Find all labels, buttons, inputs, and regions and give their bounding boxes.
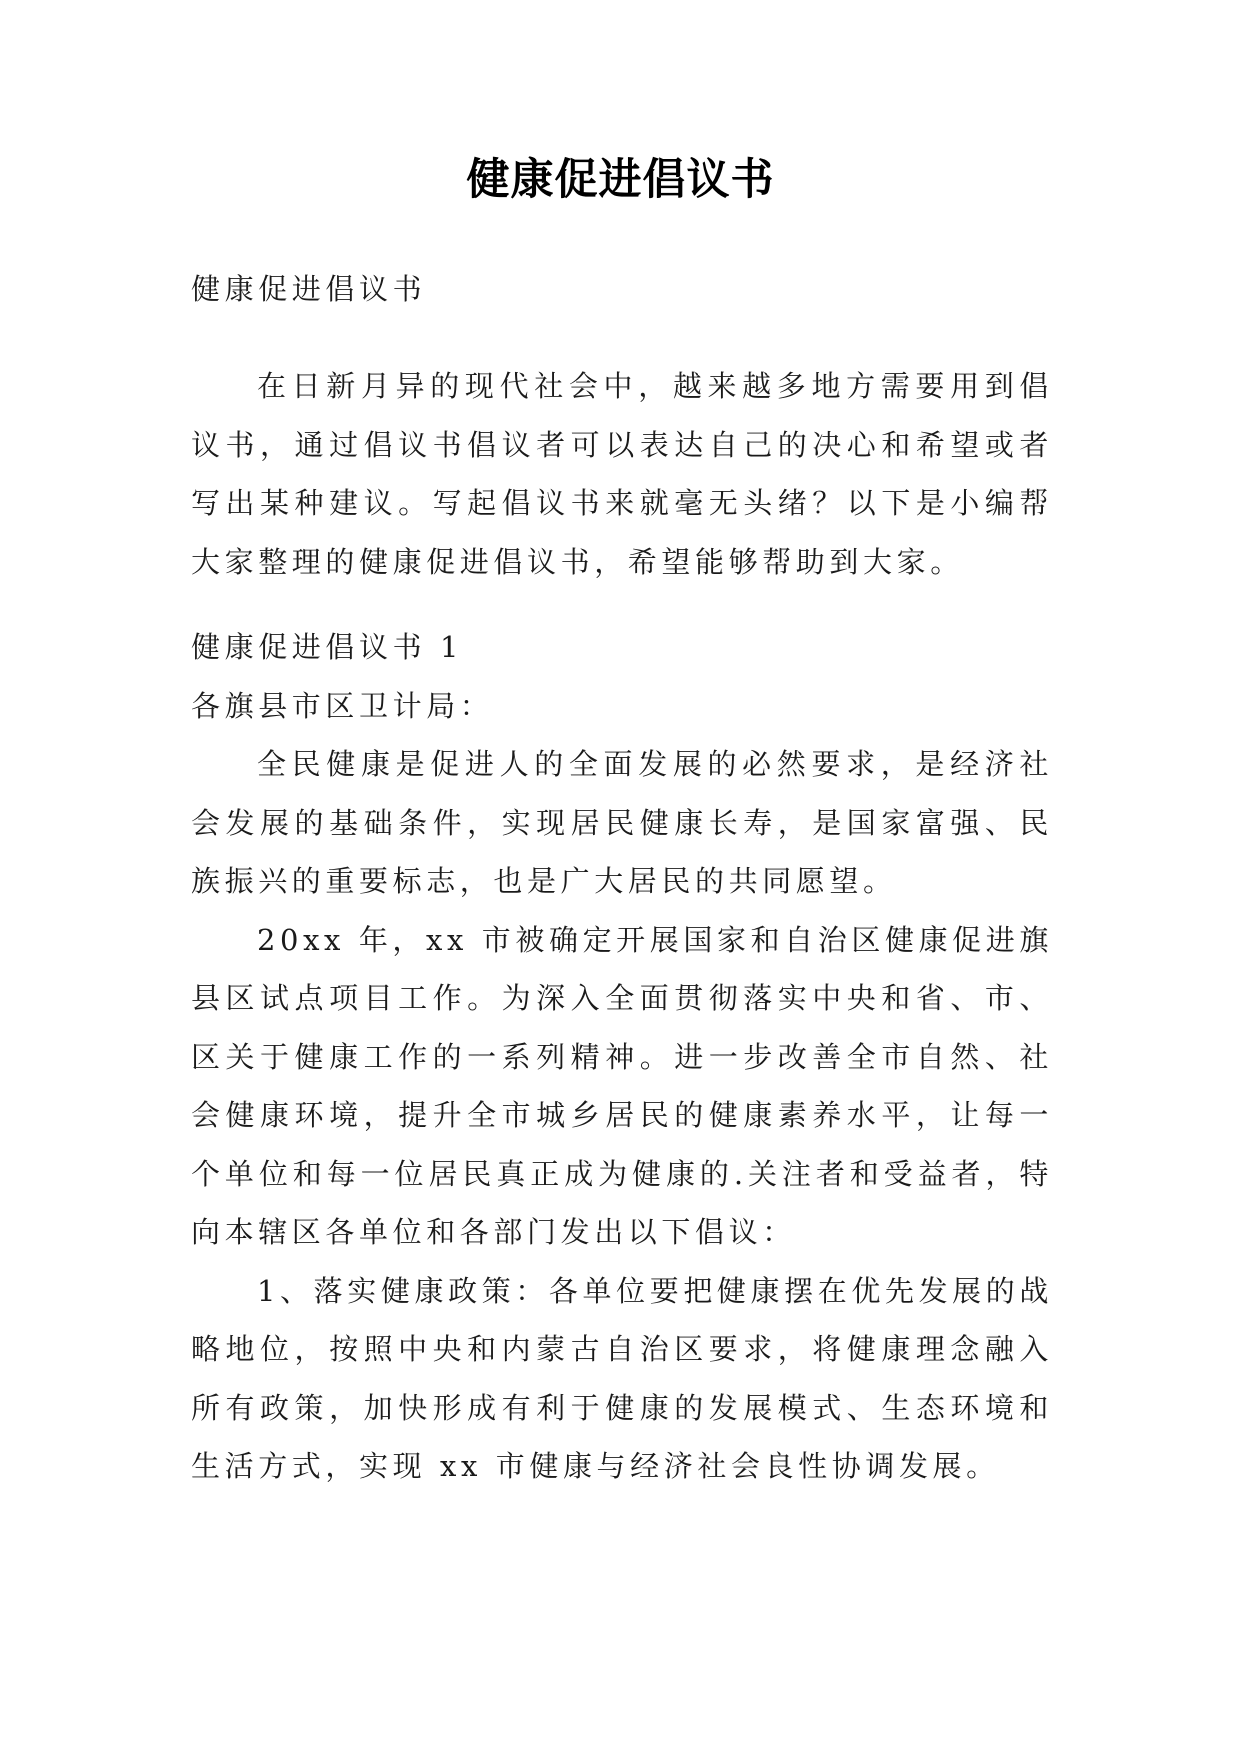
document-title: 健康促进倡议书 [466,155,775,205]
body-paragraph-3: 1、落实健康政策：各单位要把健康摆在优先发展的战略地位，按照中央和内蒙古自治区要求，将健康理念融入所有政策，加快形成有利于健康的发展模式、生态环境和生活方式，实现 xx 市健康与经济社会良性协调发展。 [191,1273,1053,1483]
salutation: 各旗县市区卫计局： [191,688,494,723]
body-paragraph-2: 20xx 年，xx 市被确定开展国家和自治区健康促进旗县区试点项目工作。为深入全面贯彻落实中央和省、市、区关于健康工作的一系列精神。进一步改善全市自然、社会健康环境，提升全市城乡居民的健康素养水平，让每一个单位和每一位居民真正成为健康的.关注者和受益者，特向本辖区各单位和各部门发出以下倡议： [191,922,1053,1249]
document-subtitle [191,260,1053,319]
body-paragraph-1: 全民健康是促进人的全面发展的必然要求，是经济社会发展的基础条件，实现居民健康长寿，是国家富强、民族振兴的重要标志，也是广大居民的共同愿望。 [191,747,1053,898]
subtitle-text: 健康促进倡议书 [191,272,427,306]
section-heading: 健康促进倡议书 1 [191,630,464,664]
intro-text: 在日新月异的现代社会中，越来越多地方需要用到倡议书，通过倡议书倡议者可以表达自己的决心和希望或者写出某种建议。写起倡议书来就毫无头绪？以下是小编帮大家整理的健康促进倡议书，希望能够帮助到大家。 [191,369,1053,579]
intro-paragraph [191,357,1053,591]
letter-body [191,618,1053,1496]
